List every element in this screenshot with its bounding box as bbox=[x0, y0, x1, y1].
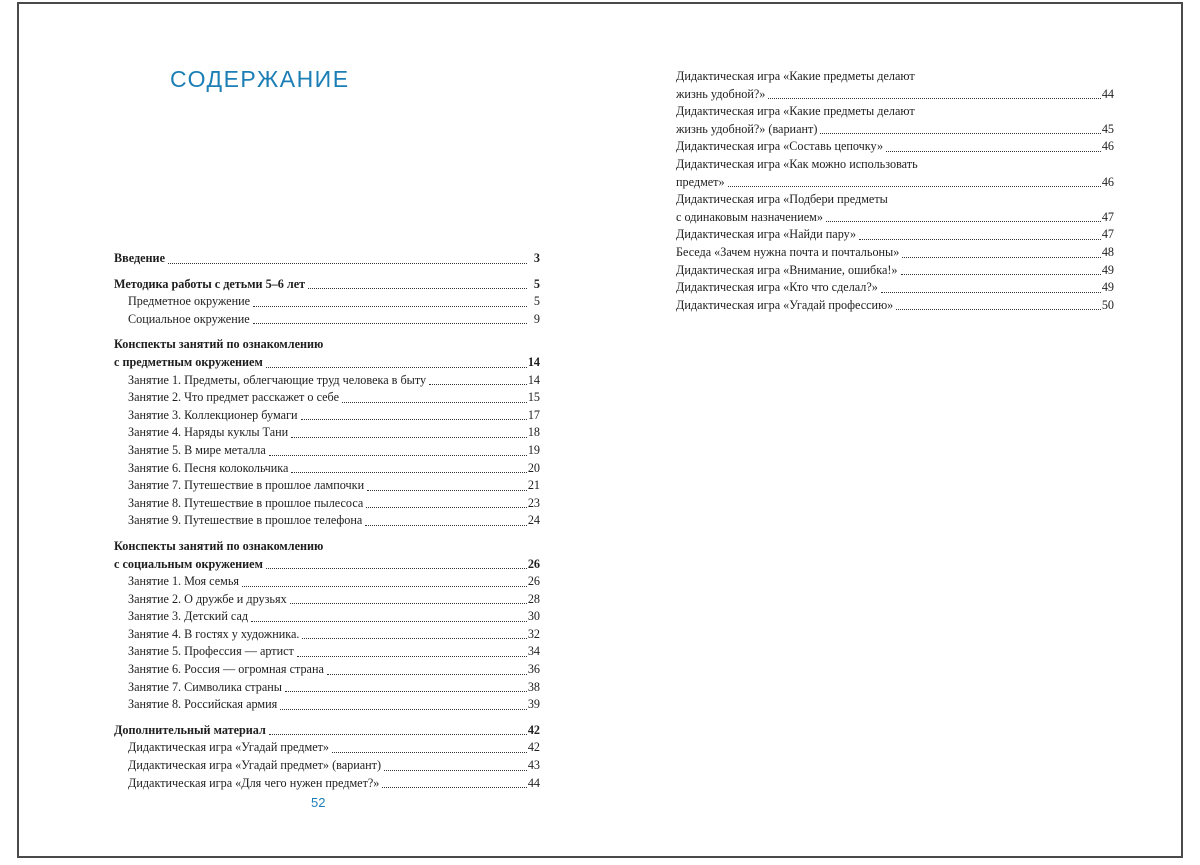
dot-leader bbox=[251, 620, 527, 622]
toc-entry bbox=[676, 156, 1114, 191]
toc-page-number: 14 bbox=[527, 354, 540, 369]
dot-leader bbox=[332, 751, 527, 753]
toc-entry-title: Методика работы с детьми 5–6 лет bbox=[114, 276, 306, 291]
toc-entry bbox=[114, 573, 540, 591]
toc-entry-title: Дидактическая игра «Для чего нужен предмет?» bbox=[128, 775, 380, 790]
toc-section bbox=[114, 276, 540, 329]
toc-entry-title: предмет» bbox=[676, 174, 725, 189]
toc-entry-title: Дидактическая игра «Угадай профессию» bbox=[676, 297, 894, 312]
dot-leader bbox=[297, 655, 527, 657]
toc-entry bbox=[114, 424, 540, 442]
toc-right-column bbox=[676, 68, 1114, 314]
toc-page-number: 44 bbox=[1101, 86, 1114, 101]
toc-page-number: 43 bbox=[527, 758, 540, 773]
toc-entry-title: Дидактическая игра «Как можно использовать bbox=[676, 156, 918, 171]
toc-entry-title: жизнь удобной?» bbox=[676, 86, 766, 101]
toc-entry bbox=[114, 407, 540, 425]
toc-page-number: 50 bbox=[1101, 297, 1114, 312]
toc-entry-title: Дидактическая игра «Угадай предмет» (вариант) bbox=[128, 758, 382, 773]
toc-entry bbox=[114, 626, 540, 644]
dot-leader bbox=[327, 673, 527, 675]
toc-page-number: 42 bbox=[527, 722, 540, 737]
toc-entry-title: Занятие 1. Предметы, облегчающие труд человека в быту bbox=[128, 372, 427, 387]
toc-entry-title: Занятие 5. В мире металла bbox=[128, 442, 266, 457]
page-number: 52 bbox=[311, 795, 326, 810]
toc-entry bbox=[676, 279, 1114, 297]
toc-entry bbox=[114, 442, 540, 460]
toc-entry bbox=[114, 477, 540, 495]
toc-entry-title: Занятие 9. Путешествие в прошлое телефона bbox=[128, 513, 363, 528]
toc-page-number: 34 bbox=[527, 644, 540, 659]
dot-leader bbox=[886, 150, 1101, 152]
toc-entry-title: Занятие 7. Путешествие в прошлое лампочки bbox=[128, 478, 365, 493]
toc-section bbox=[114, 722, 540, 792]
toc-page-number: 36 bbox=[527, 662, 540, 677]
toc-entry bbox=[676, 244, 1114, 262]
toc-section bbox=[114, 538, 540, 714]
toc-entry bbox=[676, 262, 1114, 280]
toc-entry-title: Занятие 8. Российская армия bbox=[128, 697, 278, 712]
toc-page-number: 19 bbox=[527, 442, 540, 457]
toc-entry-title: Занятие 2. О дружбе и друзьях bbox=[128, 591, 287, 606]
toc-page-number: 45 bbox=[1101, 121, 1114, 136]
toc-page-number: 44 bbox=[527, 775, 540, 790]
toc-entry-title: Социальное окружение bbox=[128, 311, 250, 326]
dot-leader bbox=[728, 185, 1101, 187]
dot-leader bbox=[342, 401, 527, 403]
toc-entry-title: Занятие 5. Профессия — артист bbox=[128, 644, 294, 659]
dot-leader bbox=[266, 366, 527, 368]
toc-entry bbox=[114, 679, 540, 697]
dot-leader bbox=[302, 637, 526, 639]
toc-page-number: 21 bbox=[527, 478, 540, 493]
dot-leader bbox=[291, 436, 527, 438]
toc-entry bbox=[114, 512, 540, 530]
dot-leader bbox=[301, 418, 527, 420]
dot-leader bbox=[269, 454, 527, 456]
toc-entry-title: Занятие 8. Путешествие в прошлое пылесоса bbox=[128, 495, 364, 510]
dot-leader bbox=[280, 708, 527, 710]
toc-entry bbox=[676, 103, 1114, 138]
toc-entry-title: Дидактическая игра «Кто что сделал?» bbox=[676, 280, 878, 295]
toc-entry-title: Занятие 7. Символика страны bbox=[128, 679, 282, 694]
toc-page-number: 28 bbox=[527, 591, 540, 606]
toc-entry-title: Занятие 6. Россия — огромная страна bbox=[128, 662, 324, 677]
toc-page-number: 48 bbox=[1101, 244, 1114, 259]
toc-entry bbox=[114, 661, 540, 679]
dot-leader bbox=[253, 322, 527, 324]
toc-entry bbox=[676, 297, 1114, 315]
dot-leader bbox=[168, 262, 527, 264]
toc-page-number: 18 bbox=[527, 425, 540, 440]
dot-leader bbox=[366, 506, 527, 508]
toc-entry bbox=[114, 460, 540, 478]
dot-leader bbox=[290, 602, 527, 604]
toc-section bbox=[114, 336, 540, 530]
toc-entry-title: Предметное окружение bbox=[128, 294, 251, 309]
toc-entry bbox=[114, 696, 540, 714]
dot-leader bbox=[365, 524, 527, 526]
toc-page-number: 46 bbox=[1101, 139, 1114, 154]
toc-entry-title: с социальным окружением bbox=[114, 556, 263, 571]
toc-entry-title: Дидактическая игра «Какие предметы делают bbox=[676, 69, 915, 83]
toc-page-number: 46 bbox=[1101, 174, 1114, 189]
toc-entry-title: Дидактическая игра «Подбери предметы bbox=[676, 192, 888, 207]
toc-entry bbox=[676, 191, 1114, 226]
toc-section-entry bbox=[114, 336, 540, 371]
toc-entry bbox=[114, 739, 540, 757]
dot-leader bbox=[902, 256, 1100, 258]
toc-entry-title: Занятие 2. Что предмет расскажет о себе bbox=[128, 390, 339, 405]
toc-entry-title: с одинаковым назначением» bbox=[676, 209, 823, 224]
toc-page-number: 20 bbox=[527, 460, 540, 475]
dot-leader bbox=[242, 585, 527, 587]
toc-page-number: 5 bbox=[533, 294, 540, 309]
dot-leader bbox=[859, 238, 1101, 240]
toc-entry bbox=[114, 757, 540, 775]
toc-page-number: 3 bbox=[533, 251, 540, 265]
toc-page-number: 26 bbox=[527, 574, 540, 589]
toc-entry-title: Дидактическая игра «Внимание, ошибка!» bbox=[676, 262, 898, 277]
toc-entry-title: Дидактическая игра «Составь цепочку» bbox=[676, 139, 884, 154]
toc-left-column bbox=[114, 250, 540, 792]
toc-page-number: 23 bbox=[527, 495, 540, 510]
toc-entry-title: Беседа «Зачем нужна почта и почтальоны» bbox=[676, 244, 900, 259]
toc-page-number: 26 bbox=[527, 556, 540, 571]
toc-entry bbox=[114, 311, 540, 329]
toc-entry-title: Дидактическая игра «Угадай предмет» bbox=[128, 740, 330, 755]
toc-entry bbox=[114, 293, 540, 311]
toc-page-number: 32 bbox=[527, 626, 540, 641]
toc-entry-title: Конспекты занятий по ознакомлению bbox=[114, 337, 324, 352]
toc-section-entry bbox=[114, 250, 540, 268]
toc-entry bbox=[114, 372, 540, 390]
toc-section bbox=[114, 250, 540, 268]
dot-leader bbox=[826, 220, 1101, 222]
toc-page-number: 47 bbox=[1101, 209, 1114, 224]
toc-entry bbox=[114, 591, 540, 609]
dot-leader bbox=[896, 308, 1101, 310]
toc-page-number: 49 bbox=[1101, 262, 1114, 277]
toc-page-number: 49 bbox=[1101, 280, 1114, 295]
toc-entry-title: Дополнительный материал bbox=[114, 722, 266, 737]
dot-leader bbox=[429, 383, 527, 385]
toc-entry-title: Занятие 3. Коллекционер бумаги bbox=[128, 407, 298, 422]
dot-leader bbox=[285, 690, 527, 692]
dot-leader bbox=[367, 489, 527, 491]
dot-leader bbox=[308, 287, 527, 289]
dot-leader bbox=[820, 132, 1100, 134]
toc-entry bbox=[114, 389, 540, 407]
toc-page-number: 39 bbox=[527, 697, 540, 712]
dot-leader bbox=[291, 471, 526, 473]
dot-leader bbox=[266, 567, 527, 569]
toc-page-number: 14 bbox=[527, 372, 540, 387]
toc-entry bbox=[676, 138, 1114, 156]
toc-page-number: 42 bbox=[527, 740, 540, 755]
dot-leader bbox=[881, 291, 1101, 293]
toc-entry-title: Конспекты занятий по ознакомлению bbox=[114, 538, 324, 553]
toc-section-entry bbox=[114, 722, 540, 740]
dot-leader bbox=[253, 305, 527, 307]
toc-entry-title: Введение bbox=[114, 251, 165, 265]
toc-page-number: 30 bbox=[527, 609, 540, 624]
toc-entry-title: Дидактическая игра «Найди пару» bbox=[676, 227, 857, 242]
dot-leader bbox=[382, 786, 526, 788]
toc-entry-title: жизнь удобной?» (вариант) bbox=[676, 121, 818, 136]
toc-entry-title: Занятие 6. Песня колокольчика bbox=[128, 460, 289, 475]
toc-page-number: 24 bbox=[527, 513, 540, 528]
page-title: СОДЕРЖАНИЕ bbox=[170, 66, 350, 92]
toc-entry bbox=[114, 643, 540, 661]
toc-entry bbox=[114, 495, 540, 513]
toc-entry bbox=[114, 775, 540, 793]
toc-page-number: 5 bbox=[533, 276, 540, 291]
toc-entry-title: Занятие 3. Детский сад bbox=[128, 609, 249, 624]
toc-entry-title: Занятие 4. Наряды куклы Тани bbox=[128, 425, 289, 440]
dot-leader bbox=[901, 273, 1101, 275]
toc-entry bbox=[114, 608, 540, 626]
toc-page-number: 38 bbox=[527, 679, 540, 694]
toc-section-entry bbox=[114, 538, 540, 573]
toc-section-entry bbox=[114, 276, 540, 294]
toc-page-number: 47 bbox=[1101, 227, 1114, 242]
dot-leader bbox=[768, 97, 1100, 99]
toc-entry-title: Дидактическая игра «Какие предметы делают bbox=[676, 104, 915, 119]
toc-entry-title: Занятие 1. Моя семья bbox=[128, 574, 240, 589]
toc-entry-title: Занятие 4. В гостях у художника. bbox=[128, 626, 300, 641]
toc-page-number: 15 bbox=[527, 390, 540, 405]
toc-entry bbox=[676, 68, 1114, 103]
toc-entry-title: с предметным окружением bbox=[114, 354, 263, 369]
dot-leader bbox=[269, 733, 527, 735]
dot-leader bbox=[384, 769, 527, 771]
toc-entry bbox=[676, 226, 1114, 244]
toc-page-number: 17 bbox=[527, 407, 540, 422]
toc-page-number: 9 bbox=[533, 311, 540, 326]
